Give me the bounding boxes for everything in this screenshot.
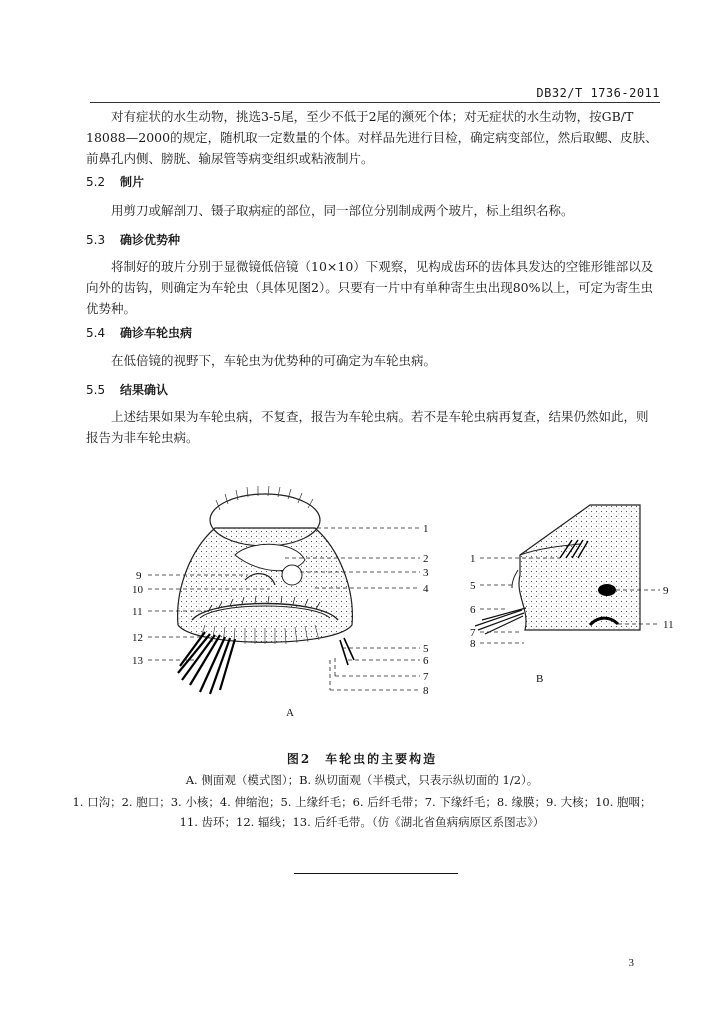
panel-b-label: B — [536, 673, 544, 685]
label-b-7: 7 — [470, 627, 476, 639]
label-a-3: 3 — [423, 567, 429, 579]
section-heading-5-2 — [86, 173, 144, 190]
page-number: 3 — [628, 957, 634, 969]
footnote-rule — [294, 873, 458, 874]
label-a-6: 6 — [423, 655, 429, 667]
section-text-5-5: 上述结果如果为车轮虫病，不复查，报告为车轮虫病。若不是车轮虫病再复查，结果仍然如此，则报告为非车轮虫病。 — [86, 409, 649, 445]
section-number: 5.4 — [86, 326, 106, 340]
panel-a-drawing — [178, 486, 354, 694]
label-b-5: 5 — [470, 580, 476, 592]
label-b-11: 11 — [663, 619, 674, 631]
panel-b-drawing — [475, 505, 640, 634]
section-heading-5-5 — [86, 381, 168, 398]
label-a-13: 13 — [132, 655, 143, 667]
figure-caption-line2: 1. 口沟；2. 胞口；3. 小核；4. 伸缩泡；5. 上缘纤毛；6. 后纤毛带；7. 下缘纤毛；8. 缘膜；9. 大核；10. 胞咽； — [72, 795, 652, 809]
label-a-1: 1 — [423, 523, 429, 535]
figure-caption-title: 图2 车轮虫的主要构造 — [286, 752, 438, 766]
section-text-5-3: 将制好的玻片分别于显微镜低倍镜（10×10）下观察，见构成齿环的齿体具发达的空锥形锥部以及向外的齿钩，则确定为车轮虫（具体见图2）。只要有一片中有单种寄生虫出现80%以上，可定为寄生虫优势种。 — [86, 259, 654, 316]
section-title: 确诊优势种 — [120, 233, 181, 247]
section-number: 5.5 — [86, 383, 106, 397]
section-heading-5-3 — [86, 231, 180, 248]
label-a-2: 2 — [423, 553, 429, 565]
section-text-5-2: 用剪刀或解剖刀、镊子取病症的部位，同一部位分别制成两个玻片，标上组织名称。 — [111, 203, 574, 218]
label-a-9: 9 — [136, 570, 142, 582]
section-number: 5.2 — [86, 175, 106, 189]
label-a-11: 11 — [132, 606, 143, 618]
figure-caption-line3: 11. 齿环；12. 辐线；13. 后纤毛带。（仿《湖北省鱼病病原区系图志》） — [179, 815, 545, 829]
section-number: 5.3 — [86, 233, 106, 247]
label-a-10: 10 — [132, 584, 143, 596]
label-b-6: 6 — [470, 604, 476, 616]
label-b-8: 8 — [470, 638, 476, 650]
section-text-5-4: 在低倍镜的视野下，车轮虫为优势种的可确定为车轮虫病。 — [111, 353, 437, 368]
label-a-5: 5 — [423, 643, 429, 655]
label-a-8: 8 — [423, 685, 429, 697]
label-b-9: 9 — [663, 585, 669, 597]
section-title: 制片 — [120, 175, 145, 189]
figure-caption-line1: A. 侧面观（模式图）；B. 纵切面观（半模式，只表示纵切面的 1/2）。 — [185, 773, 539, 787]
label-a-12: 12 — [132, 632, 143, 644]
intro-paragraph: 对有症状的水生动物，挑选3-5尾，至少不低于2尾的濒死个体；对无症状的水生动物，按GB/T 18088—2000的规定，随机取一定数量的个体。对样品先进行目检，确定病变部位，然后取鳃、皮肤、前鼻孔内侧、膀胱、输尿管等病变组织或粘液制片。 — [86, 109, 658, 166]
panel-a-label: A — [286, 707, 294, 719]
label-a-7: 7 — [423, 671, 429, 683]
section-title: 确诊车轮虫病 — [120, 326, 193, 340]
section-title: 结果确认 — [120, 383, 169, 397]
label-a-4: 4 — [423, 583, 429, 595]
header-rule — [90, 102, 660, 103]
trichodina-figure — [120, 480, 680, 730]
document-code: DB32/T 1736-2011 — [536, 86, 660, 100]
label-b-1: 1 — [470, 553, 476, 565]
section-heading-5-4 — [86, 324, 192, 341]
